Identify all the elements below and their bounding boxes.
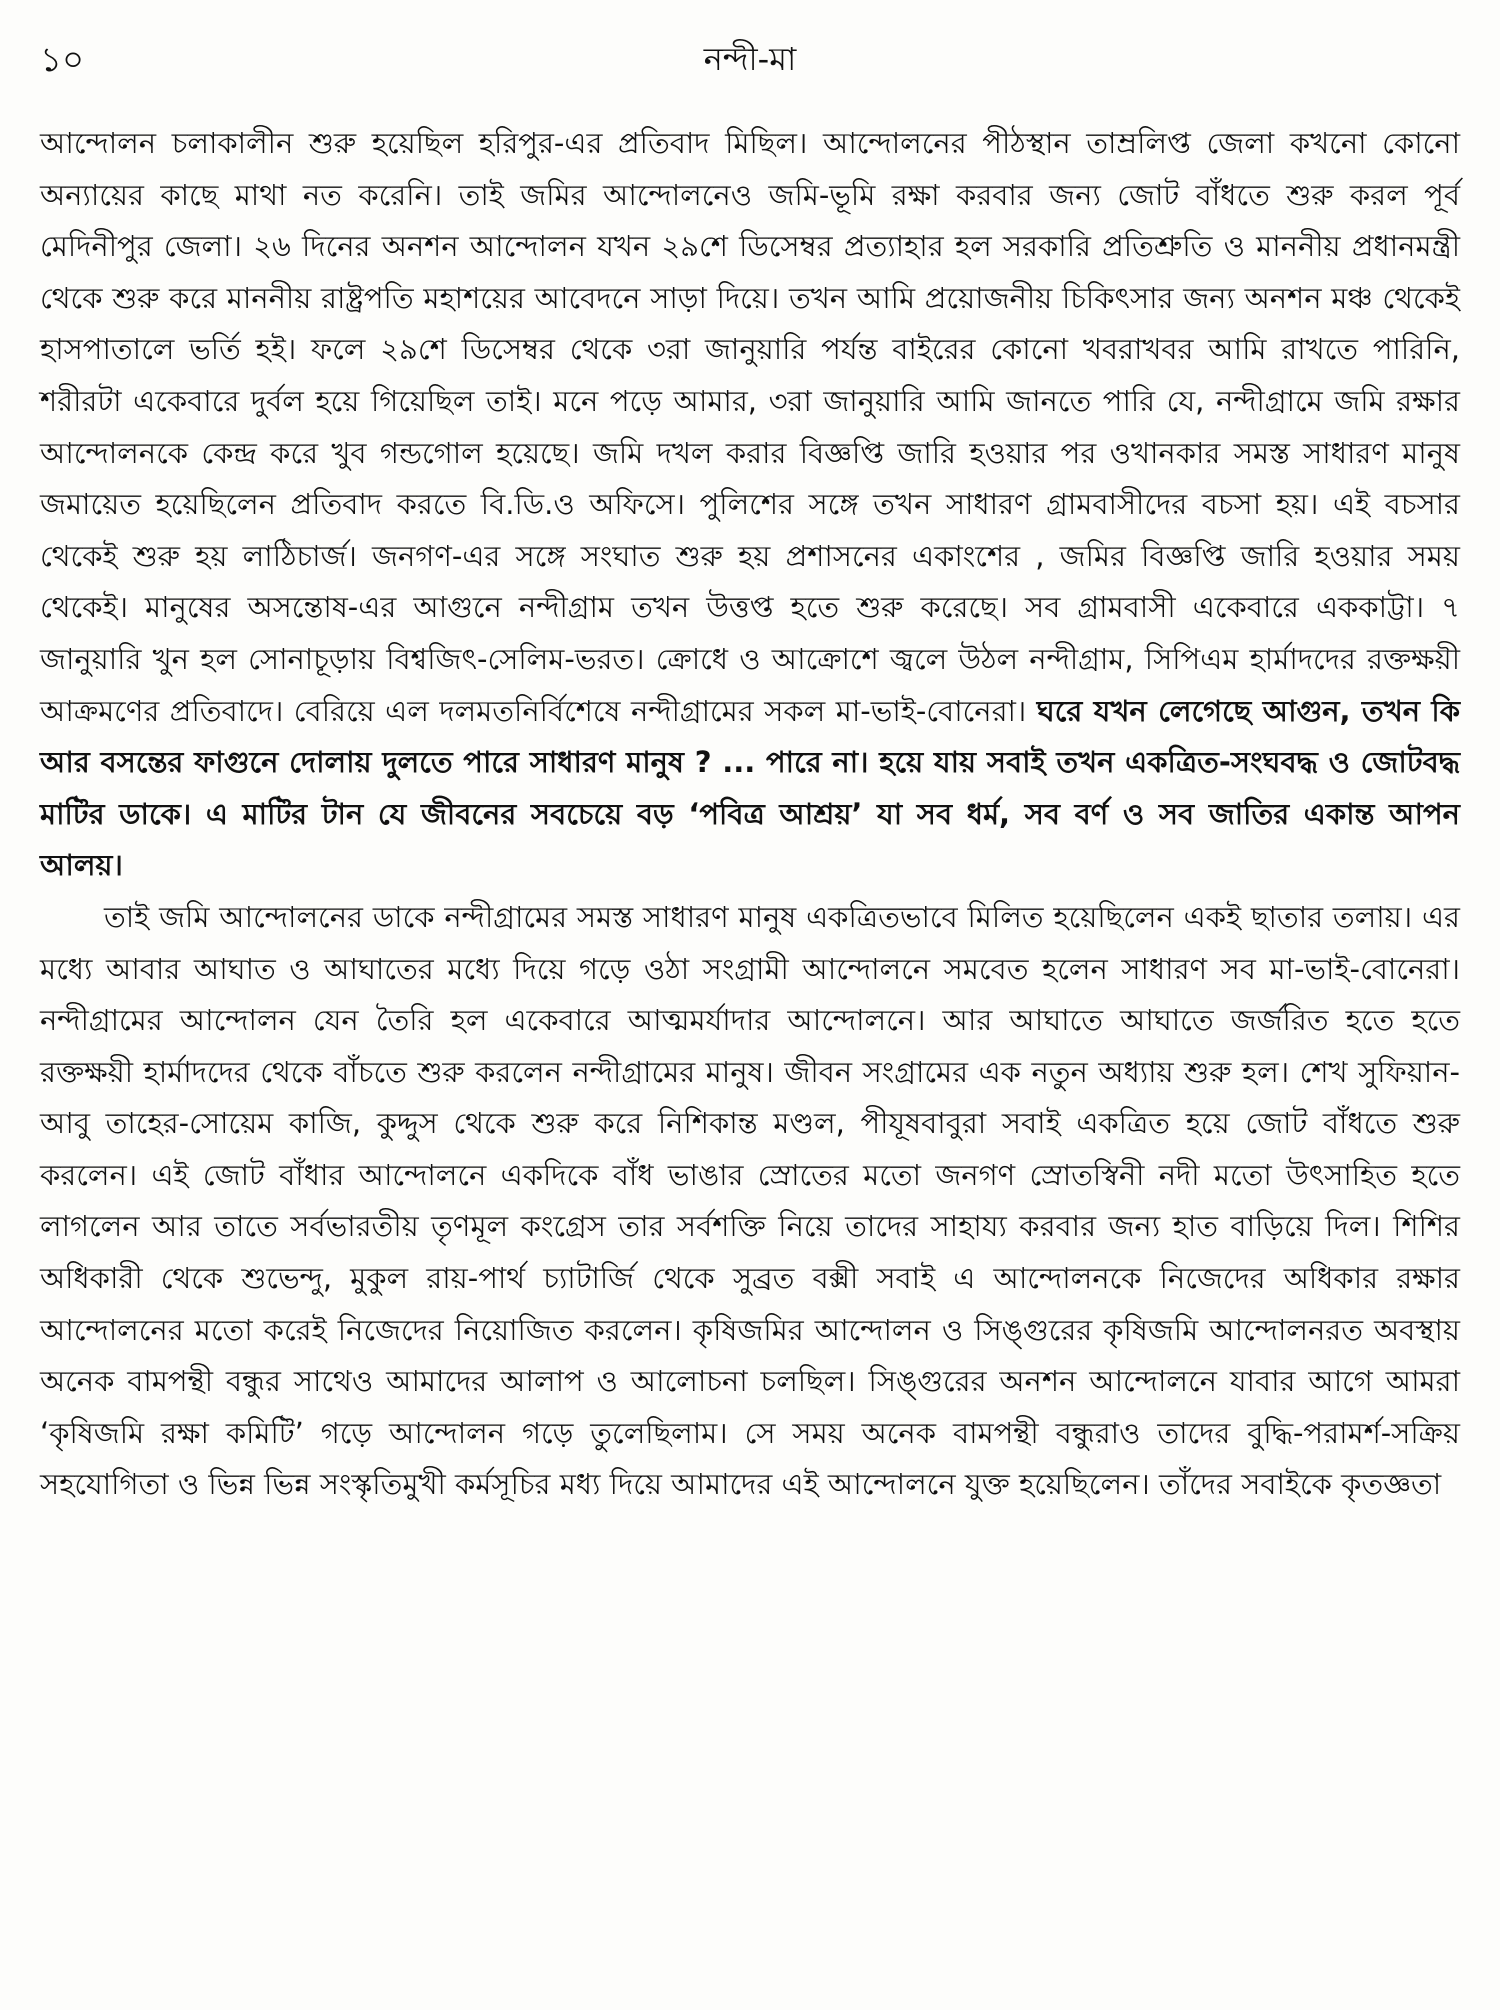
page-number: ১০ (40, 40, 85, 80)
paragraph-1-bold-text: ঘরে যখন লেগেছে আগুন, তখন কি আর বসন্তের ফাগুনে দোলায় দুলতে পারে সাধারণ মানুষ ? ... পারে না। হয়ে যায় সবাই তখন একত্রিত-সংঘবদ্ধ ও জোটবদ্ধ মাটির ডাকে। এ মাটির টান যে জীবনের সবচেয়ে বড় ‘পবিত্র আশ্রয়’ যা সব ধর্ম, সব বর্ণ ও সব জাতির একান্ত আপন আলয়। (40, 693, 1460, 883)
paragraph-2-text: তাই জমি আন্দোলনের ডাকে নন্দীগ্রামের সমস্ত সাধারণ মানুষ একত্রিতভাবে মিলিত হয়েছিলেন একই ছাতার তলায়। এর মধ্যে আবার আঘাত ও আঘাতের মধ্যে দিয়ে গড়ে ওঠা সংগ্রামী আন্দোলনে সমবেত হলেন সাধারণ সব মা-ভাই-বোনেরা। নন্দীগ্রামের আন্দোলন যেন তৈরি হল একেবারে আত্মমর্যাদার আন্দোলনে। আর আঘাতে আঘাতে জর্জরিত হতে হতে রক্তক্ষয়ী হার্মাদদের থেকে বাঁচতে শুরু করলেন নন্দীগ্রামের মানুষ। জীবন সংগ্রামের এক নতুন অধ্যায় শুরু হল। শেখ সুফিয়ান-আবু তাহের-সোয়েম কাজি, কুদ্দুস থেকে শুরু করে নিশিকান্ত মণ্ডল, পীযূষবাবুরা সবাই একত্রিত হয়ে জোট বাঁধতে শুরু করলেন। এই জোট বাঁধার আন্দোলনে একদিকে বাঁধ ভাঙার স্রোতের মতো জনগণ স্রোতস্বিনী নদী মতো উৎসাহিত হতে লাগলেন আর তাতে সর্বভারতীয় তৃণমূল কংগ্রেস তার সর্বশক্তি নিয়ে তাদের সাহায্য করবার জন্য হাত বাড়িয়ে দিল। শিশির অধিকারী থেকে শুভেন্দু, মুকুল রায়-পার্থ চ্যাটার্জি থেকে সুব্রত বক্সী সবাই এ আন্দোলনকে নিজেদের অধিকার রক্ষার আন্দোলনের মতো করেই নিজেদের নিয়োজিত করলেন। কৃষিজমির আন্দোলন ও সিঙ্গুরের কৃষিজমি আন্দোলনরত অবস্থায় অনেক বামপন্থী বন্ধুর সাথেও আমাদের আলাপ ও আলোচনা চলছিল। সিঙ্গুরের অনশন আন্দোলনে যাবার আগে আমরা ‘কৃষিজমি রক্ষা কমিটি’ গড়ে আন্দোলন গড়ে তুলেছিলাম। সে সময় অনেক বামপন্থী বন্ধুরাও তাদের বুদ্ধি-পরামর্শ-সক্রিয় সহযোগিতা ও ভিন্ন ভিন্ন সংস্কৃতিমুখী কর্মসূচির মধ্য দিয়ে আমাদের এই আন্দোলনে যুক্ত হয়েছিলেন। তাঁদের সবাইকে কৃতজ্ঞতা (40, 899, 1460, 1502)
paragraph-2 (40, 892, 1460, 1511)
page-header (40, 30, 1460, 90)
body-text (40, 118, 1460, 1511)
paragraph-1 (40, 118, 1460, 892)
paragraph-1-text: আন্দোলন চলাকালীন শুরু হয়েছিল হরিপুর-এর প্রতিবাদ মিছিল। আন্দোলনের পীঠস্থান তাম্রলিপ্ত জেলা কখনো কোনো অন্যায়ের কাছে মাথা নত করেনি। তাই জমির আন্দোলনেও জমি-ভূমি রক্ষা করবার জন্য জোট বাঁধতে শুরু করল পূর্ব মেদিনীপুর জেলা। ২৬ দিনের অনশন আন্দোলন যখন ২৯শে ডিসেম্বর প্রত্যাহার হল সরকারি প্রতিশ্রুতি ও মাননীয় প্রধানমন্ত্রী থেকে শুরু করে মাননীয় রাষ্ট্রপতি মহাশয়ের আবেদনে সাড়া দিয়ে। তখন আমি প্রয়োজনীয় চিকিৎসার জন্য অনশন মঞ্চ থেকেই হাসপাতালে ভর্তি হই। ফলে ২৯শে ডিসেম্বর থেকে ৩রা জানুয়ারি পর্যন্ত বাইরের কোনো খবরাখবর আমি রাখতে পারিনি, শরীরটা একেবারে দুর্বল হয়ে গিয়েছিল তাই। মনে পড়ে আমার, ৩রা জানুয়ারি আমি জানতে পারি যে, নন্দীগ্রামে জমি রক্ষার আন্দোলনকে কেন্দ্র করে খুব গন্ডগোল হয়েছে। জমি দখল করার বিজ্ঞপ্তি জারি হওয়ার পর ওখানকার সমস্ত সাধারণ মানুষ জমায়েত হয়েছিলেন প্রতিবাদ করতে বি.ডি.ও অফিসে। পুলিশের সঙ্গে তখন সাধারণ গ্রামবাসীদের বচসা হয়। এই বচসার থেকেই শুরু হয় লাঠিচার্জ। জনগণ-এর সঙ্গে সংঘাত শুরু হয় প্রশাসনের একাংশের , জমির বিজ্ঞপ্তি জারি হওয়ার সময় থেকেই। মানুষের অসন্তোষ-এর আগুনে নন্দীগ্রাম তখন উত্তপ্ত হতে শুরু করেছে। সব গ্রামবাসী একেবারে এককাট্টা। ৭ জানুয়ারি খুন হল সোনাচূড়ায় বিশ্বজিৎ-সেলিম-ভরত। ক্রোধে ও আক্রোশে জ্বলে উঠল নন্দীগ্রাম, সিপিএম হার্মাদদের রক্তক্ষয়ী আক্রমণের প্রতিবাদে। বেরিয়ে এল দলমতনির্বিশেষে নন্দীগ্রামের সকল মা-ভাই-বোনেরা। (40, 126, 1460, 728)
running-title: নন্দী-মা (703, 40, 797, 78)
